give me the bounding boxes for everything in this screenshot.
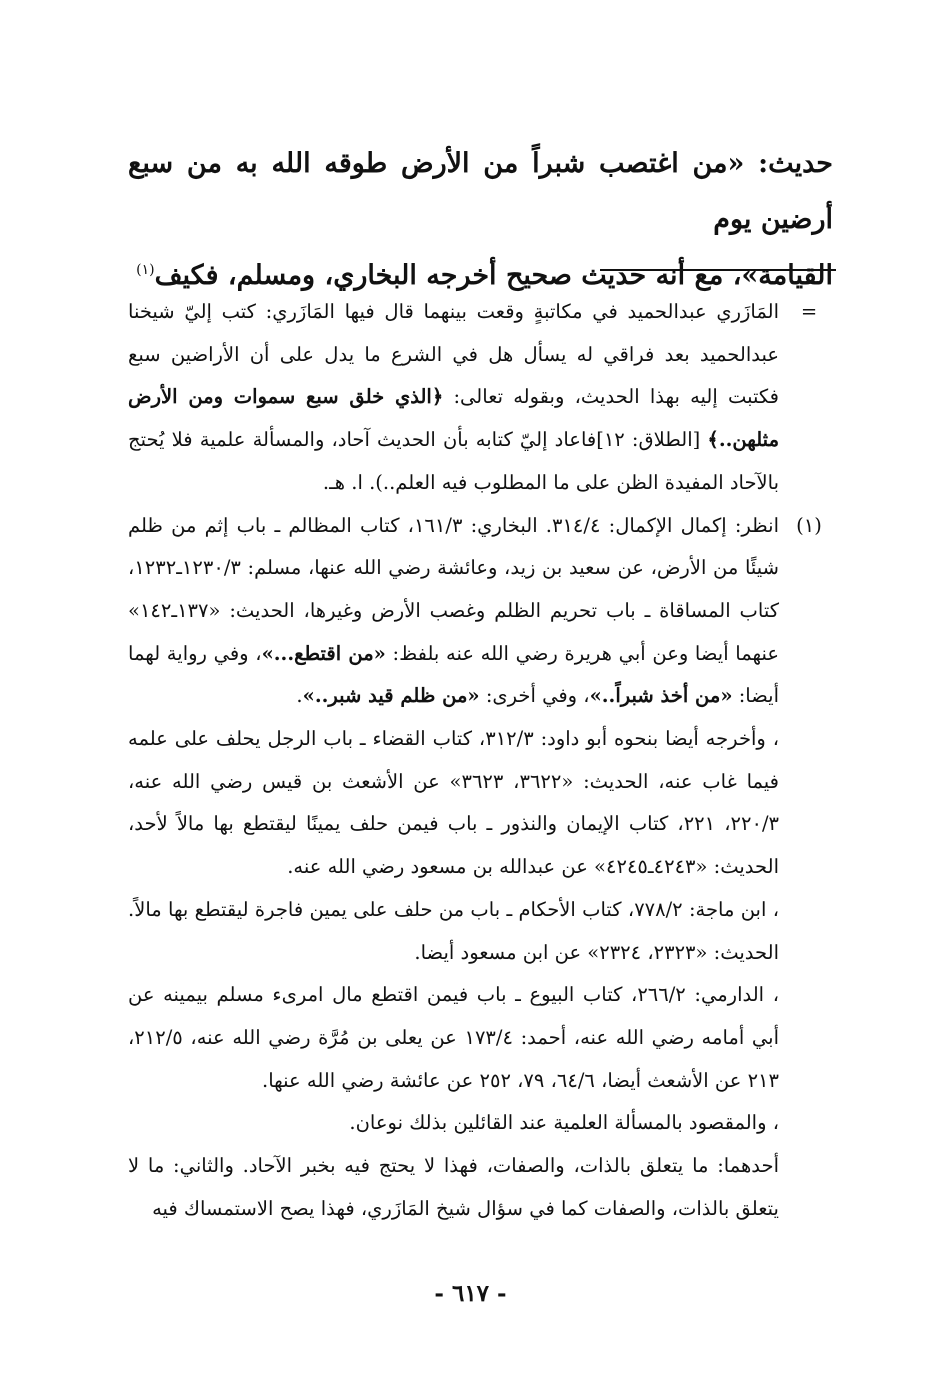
footnote-paragraph: ، الدارمي: ٢٦٦/٢، كتاب البيوع ـ باب فيمن اقتطع مال امرىء مسلم بيمينه عن أبي أمامه رضي الله عنه، أحمد: ١٧٣/٤ عن يعلى بن مُرَّة رضي الله عنه، ٢١٢/٥، ٢١٣ عن الأشعث أيضا، ٦٤/٦، ٧٩، ٢٥٢ عن عائشة رضي الله عنها. <box>128 983 780 1092</box>
footnote-reference[interactable]: (١) <box>136 262 155 278</box>
footnote-text: . <box>296 684 303 708</box>
hadith-quote: «من أخذ شبراً..» <box>589 684 733 708</box>
footnote-paragraph: ، ابن ماجة: ٧٧٨/٢، كتاب الأحكام ـ باب من حلف على يمين فاجرة ليقتطع بها مالاً. الحديث: «٢٣٢٣، ٢٣٢٤» عن ابن مسعود أيضا. <box>128 897 779 964</box>
footnotes <box>128 291 822 1230</box>
footnote-text: ، وفي أخرى: <box>485 684 590 708</box>
quran-quote: ﴿الذي خلق سبع سموات ومن الأرض مثلهن..﴾ <box>128 385 780 452</box>
hadith-quote: «من ظلم قيد شبر..» <box>302 684 480 708</box>
footnote-separator <box>600 269 836 271</box>
main-text <box>128 136 833 304</box>
page-number: - ٦١٧ - <box>434 1280 507 1307</box>
footnote-paragraph: ، وأخرجه أيضا بنحوه أبو داود: ٣١٢/٣، كتاب القضاء ـ باب الرجل يحلف على علمه فيما غاب عنه، الحديث: «٣٦٢٢، ٣٦٢٣» عن الأشعث بن قيس رضي الله عنه، ٢٢٠/٣، ٢٢١، كتاب الإيمان والنذور ـ باب فيمن حلف يمينًا ليقتطع بها مالاً لأحد، الحديث: «٤٢٤٣ـ٤٢٤٥» عن عبدالله بن مسعود رضي الله عنه. <box>128 727 779 879</box>
footnote-paragraph: أحدهما: ما يتعلق بالذات، والصفات، فهذا لا يحتج فيه بخبر الآحاد. والثاني: ما لا يتعلق بالذات، والصفات كما في سؤال شيخ المَازَري، فهذا يصح الاستمساك فيه <box>128 1154 779 1220</box>
footnote-text: [الطلاق: ١٢]فاعاد إليّ كتابه بأن الحديث آحاد، والمسألة علمية فلا يُحتج بالآحاد المفيدة الظن على ما المطلوب فيه العلم..). ا. هـ. <box>128 428 779 494</box>
footnote-text: انظر: إكمال الإكمال: ٣١٤/٤. البخاري: ١٦١/٣، كتاب المظالم ـ باب إثم من ظلم شيئًا من الأرض، عن سعيد بن زيد، وعائشة رضي الله عنها، مسلم: ١٢٣٠/٣ـ١٢٣٢، كتاب المساقاة ـ باب تحريم الظلم وغصب الأرض وغيرها، الحديث: «١٣٧ـ١٤٢» عنهما أيضا وعن أبي هريرة رضي الله عنه بلفظ: <box>128 513 779 665</box>
footnote-continuation <box>128 291 818 505</box>
footnote-paragraph: ، والمقصود بالمسألة العلمية عند القائلين بذلك نوعان. <box>349 1111 779 1135</box>
footnote-marker: (١) <box>796 513 822 537</box>
hadith-quote: «من اقتطع...» <box>261 641 386 665</box>
footnote-1 <box>128 505 822 719</box>
footnote-text: ، وفي رواية لهما أيضا: <box>128 641 779 708</box>
main-line-text: القيامة»، مع أنه حديث صحيح أخرجه البخاري، ومسلم، فكيف <box>154 260 833 291</box>
footnote-text: المَازَري عبدالحميد في مكاتبةٍ وقعت بينهما قال فيها المَازَري: كتب إليّ شيخنا عبدالحميد بعد فراقي له يسأل هل في الشرع ما يدل على أن الأراضين سبع فكتبت إليه بهذا الحديث، وبقوله تعالى: <box>128 300 779 409</box>
continuation-marker: = <box>800 300 818 323</box>
main-line <box>128 136 833 248</box>
main-line-text: حديث: «من اغتصب شبراً من الأرض طوقه الله به من سبع أرضين يوم <box>128 148 833 235</box>
